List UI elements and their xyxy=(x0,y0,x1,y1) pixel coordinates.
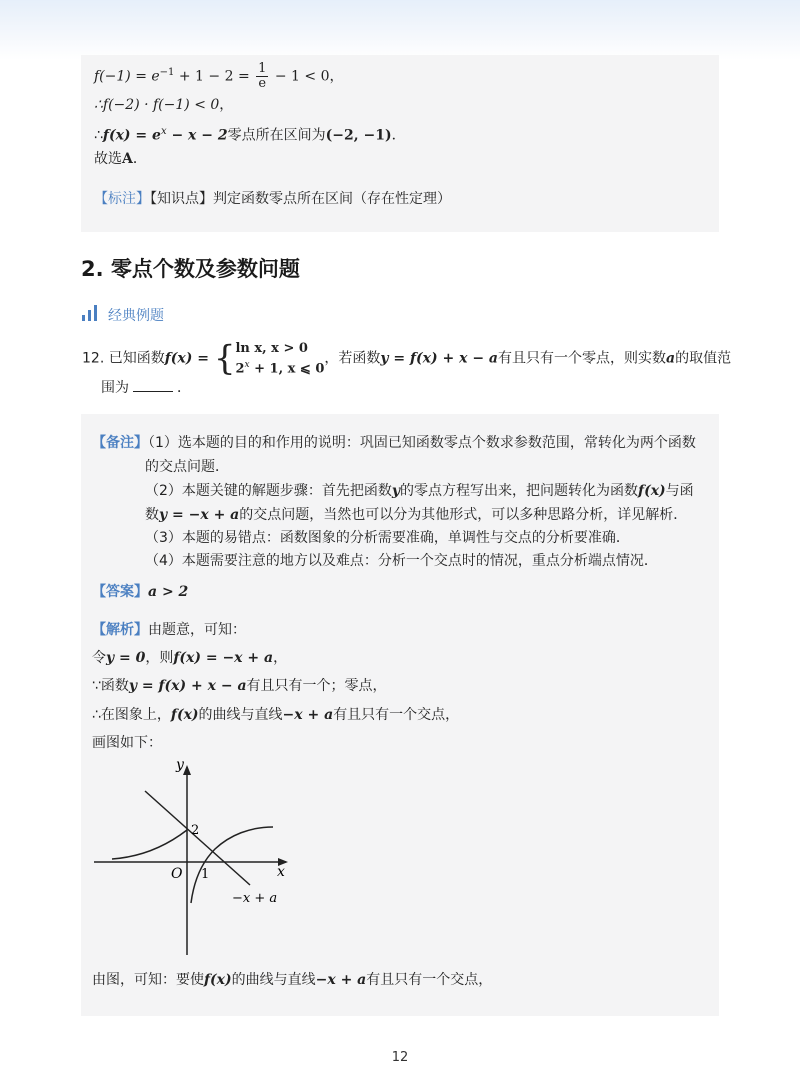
analysis-line-4: ∴在图象上，f(x)的曲线与直线−x + a有且只有一个交点， xyxy=(92,707,460,723)
section-subtitle: 经典例题 xyxy=(108,308,164,324)
analysis-line-6: 由图，可知：要使f(x)的曲线与直线−x + a有且只有一个交点， xyxy=(92,972,493,988)
solution-line-3: ∴f(x) = $e^x - x - 2$零点所在区间为(−2, −1)． xyxy=(94,126,406,144)
section-title: 2. 零点个数及参数问题 xyxy=(81,257,300,281)
analysis-line-3: ∵函数y = f(x) + x − a有且只有一个；零点， xyxy=(92,678,387,694)
note-line: 【标注】【知识点】判定函数零点所在区间（存在性定理） xyxy=(94,191,451,207)
remark-line-2: （2）本题关键的解题步骤：首先把函数y的零点方程写出来，把问题转化为函数f(x)与函 xyxy=(145,483,694,499)
line-neg-x-plus-a xyxy=(145,791,250,885)
problem-line-2: 围为 ． xyxy=(101,380,191,396)
answer-blank xyxy=(133,379,173,392)
problem-line-1: 12. 已知函数f(x) = { ln x, x > 0 $2^x + 1$, x ⩽ 0 ，若函数y = f(x) + x − a有且只有一个零点，则实数a的取值范 xyxy=(82,338,732,379)
function-graph xyxy=(90,755,300,960)
fraction: $\frac{1}{e}$ xyxy=(258,61,267,91)
y-axis-arrow-icon xyxy=(183,765,191,775)
solution-line-2: ∴f(−2) · f(−1) < 0， xyxy=(94,97,234,113)
analysis-line-2: 令y = 0，则f(x) = −x + a， xyxy=(92,650,288,666)
exp-curve xyxy=(112,830,187,859)
remark-line-4: （4）本题需要注意的地方以及难点：分析一个交点时的情况，重点分析端点情况． xyxy=(145,553,658,569)
remark-line-3: （3）本题的易错点：函数图象的分析需要准确，单调性与交点的分析要准确． xyxy=(145,530,630,546)
solution-line-4: 故选A． xyxy=(94,151,147,167)
analysis-line-5: 画图如下： xyxy=(92,735,162,751)
tick-label-two: 2 xyxy=(191,823,200,838)
problem-number: 12. xyxy=(82,350,105,367)
y-axis-label: y xyxy=(176,757,184,773)
x-axis-label: x xyxy=(277,864,285,880)
analysis-line-1: 【解析】由题意，可知： xyxy=(92,622,246,638)
solution-line-1: $f(-1) = e^{-1} + 1 - 2$ = $\frac{1}{e}$ − 1 < 0， xyxy=(94,61,344,91)
remark-line-1b: 的交点问题． xyxy=(145,459,229,475)
piecewise-function: { ln x, x > 0 $2^x + 1$, x ⩽ 0 xyxy=(213,338,325,379)
remark-line-2b: 数y = −x + a的交点问题，当然也可以分为其他形式，可以多种思路分析，详见解析． xyxy=(145,507,688,523)
origin-label: O xyxy=(171,866,183,882)
tick-label-one: 1 xyxy=(201,867,210,882)
page-header-gradient xyxy=(0,0,800,60)
answer-line: 【答案】a > 2 xyxy=(92,584,189,600)
line-label: −x + a xyxy=(232,891,278,906)
remark-line-1: 【备注】（1）选本题的目的和作用的说明：巩固已知函数零点个数求参数范围，常转化为两个函数 xyxy=(92,435,696,451)
page-number: 12 xyxy=(391,1050,409,1065)
bar-chart-icon xyxy=(81,305,99,321)
